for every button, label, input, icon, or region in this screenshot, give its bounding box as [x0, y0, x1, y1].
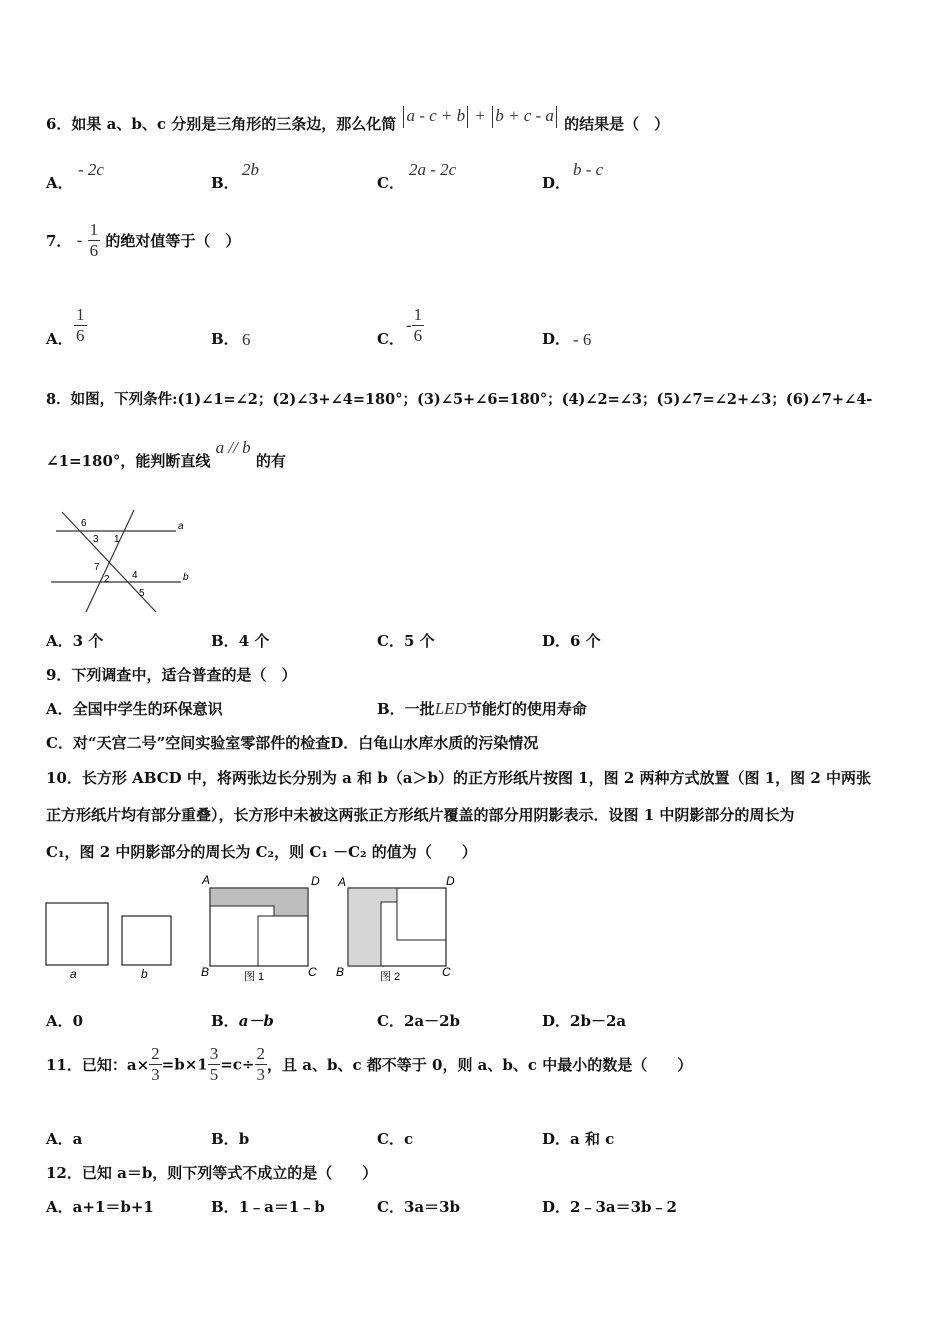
- fig1-label-D: D: [311, 874, 320, 888]
- angle-label-1: 1: [114, 534, 120, 545]
- fig2-label-A: A: [338, 875, 347, 889]
- q6-option-b-value: 2b: [242, 160, 259, 179]
- fig1-shaded: [210, 888, 308, 916]
- q7-stem: 7． - $\frac{1}{6}$ 的绝对值等于（ ）: [46, 220, 241, 260]
- q6-abs-expression: a - c + b + b + c - a: [401, 106, 558, 128]
- q10-option-d[interactable]: D．2b－2a: [542, 1012, 627, 1030]
- fig1-label-B: B: [201, 965, 210, 979]
- fig2-label-B: B: [336, 965, 345, 979]
- fig1-caption: 图 1: [244, 971, 265, 983]
- q7-option-a[interactable]: A．: [46, 330, 73, 348]
- angle-label-4: 4: [132, 570, 138, 581]
- q10-stem-line2: 正方形纸片均有部分重叠），长方形中未被这两张正方形纸片覆盖的部分用阴影表示．设图 1 中阴影部分的周长为: [46, 806, 795, 824]
- angle-label-5: 5: [139, 588, 145, 599]
- q12-option-c[interactable]: C．3a＝3b: [377, 1198, 461, 1216]
- q6-stem: 6．如果 a、b、c 分别是三角形的三条边，那么化简 a - c + b + b + c - a 的结果是（ ）: [46, 106, 670, 133]
- q7-option-b-value: 6: [242, 330, 251, 349]
- q7-option-a-value: $\frac{1}{6}$: [76, 305, 85, 345]
- square-b: [122, 916, 171, 965]
- label-a: a: [70, 967, 77, 981]
- q7-fraction: $\frac{1}{6}$: [89, 220, 99, 260]
- q7-option-b[interactable]: B．: [211, 330, 239, 348]
- q12-option-d[interactable]: D．2﹣3a＝3b﹣2: [542, 1198, 677, 1216]
- angle-label-6: 6: [81, 518, 87, 529]
- q12-option-b[interactable]: B．1﹣a＝1﹣b: [211, 1198, 325, 1216]
- q8-stem-line2: ∠1=180°，能判断直线 a // b 的有: [46, 438, 286, 470]
- fig2-shaded: [348, 888, 397, 966]
- fig2-label-D: D: [446, 874, 455, 888]
- q11-stem: 11．已知：a× $\frac{2}{3}$ =b×1 $\frac{3}{5}$ =c÷ $\frac{2}{3}$ ，且 a、b、c 都不等于 0，则 a、b、c 中最小的数是（ ）: [46, 1044, 693, 1084]
- q9-option-cd[interactable]: C．对“天宫二号”空间实验室零部件的检查D．白龟山水库水质的污染情况: [46, 734, 539, 752]
- q10-option-a[interactable]: A．0: [46, 1012, 84, 1030]
- q8-option-d[interactable]: D．6 个: [542, 632, 601, 650]
- transversal-1: [86, 510, 134, 612]
- q6-option-b[interactable]: B．: [211, 174, 239, 192]
- q10-option-c[interactable]: C．2a－2b: [377, 1012, 461, 1030]
- square-a: [46, 903, 108, 965]
- q8-stem-line1: 8．如图，下列条件:(1)∠1=∠2；(2)∠3+∠4=180°；(3)∠5+∠6=180°；(4)∠2=∠3；(5)∠7=∠2+∠3；(6)∠7+∠4-: [46, 391, 873, 408]
- q7-option-d-value: - 6: [573, 330, 592, 349]
- q11-option-d[interactable]: D．a 和 c: [542, 1130, 615, 1148]
- label-b: b: [141, 967, 148, 981]
- q8-figure: [46, 508, 196, 618]
- q6-option-c[interactable]: C．: [377, 174, 404, 192]
- q6-option-d[interactable]: D．: [542, 174, 571, 192]
- q11-option-b[interactable]: B．b: [211, 1130, 250, 1148]
- q10-option-b[interactable]: B．a－b: [211, 1012, 274, 1030]
- q6-option-a-value: - 2c: [78, 160, 104, 179]
- q7-option-d[interactable]: D．: [542, 330, 571, 348]
- q6-option-c-value: 2a - 2c: [409, 160, 457, 179]
- q8-option-a[interactable]: A．3 个: [46, 632, 104, 650]
- q8-option-b[interactable]: B．4 个: [211, 632, 270, 650]
- angle-label-3: 3: [93, 534, 99, 545]
- angle-label-7: 7: [94, 562, 100, 573]
- fig2-square-b: [397, 888, 446, 940]
- fig2-label-C: C: [442, 965, 451, 979]
- q10-stem-line3: C₁，图 2 中阴影部分的周长为 C₂，则 C₁ －C₂ 的值为（ ）: [46, 843, 477, 861]
- fig2-caption: 图 2: [380, 971, 401, 983]
- q11-option-a[interactable]: A．a: [46, 1130, 83, 1148]
- q7-option-c[interactable]: C．: [377, 330, 404, 348]
- q9-option-b[interactable]: B．一批LED节能灯的使用寿命: [377, 699, 587, 718]
- q8-option-c[interactable]: C．5 个: [377, 632, 435, 650]
- line-label-a: a: [178, 521, 184, 532]
- q12-stem: 12．已知 a＝b，则下列等式不成立的是（ ）: [46, 1164, 378, 1182]
- fig1-label-A: A: [202, 873, 211, 887]
- q7-option-c-value: - $\frac{1}{6}$: [406, 305, 423, 345]
- fig1-label-C: C: [308, 965, 317, 979]
- q11-option-c[interactable]: C．c: [377, 1130, 414, 1148]
- angle-label-2: 2: [104, 574, 110, 585]
- q6-option-d-value: b - c: [573, 160, 604, 179]
- fig1-square-b: [258, 916, 308, 966]
- q9-stem: 9．下列调查中，适合普查的是（ ）: [46, 666, 297, 684]
- line-label-b: b: [183, 572, 189, 583]
- q12-option-a[interactable]: A．a+1＝b+1: [46, 1198, 154, 1216]
- q10-figures: [40, 868, 470, 988]
- q10-stem-line1: 10．长方形 ABCD 中，将两张边长分别为 a 和 b（a＞b）的正方形纸片按图 1，图 2 两种方式放置（图 1，图 2 中两张: [46, 769, 872, 787]
- q6-option-a[interactable]: A．: [46, 174, 73, 192]
- q9-option-a[interactable]: A．全国中学生的环保意识: [46, 700, 223, 718]
